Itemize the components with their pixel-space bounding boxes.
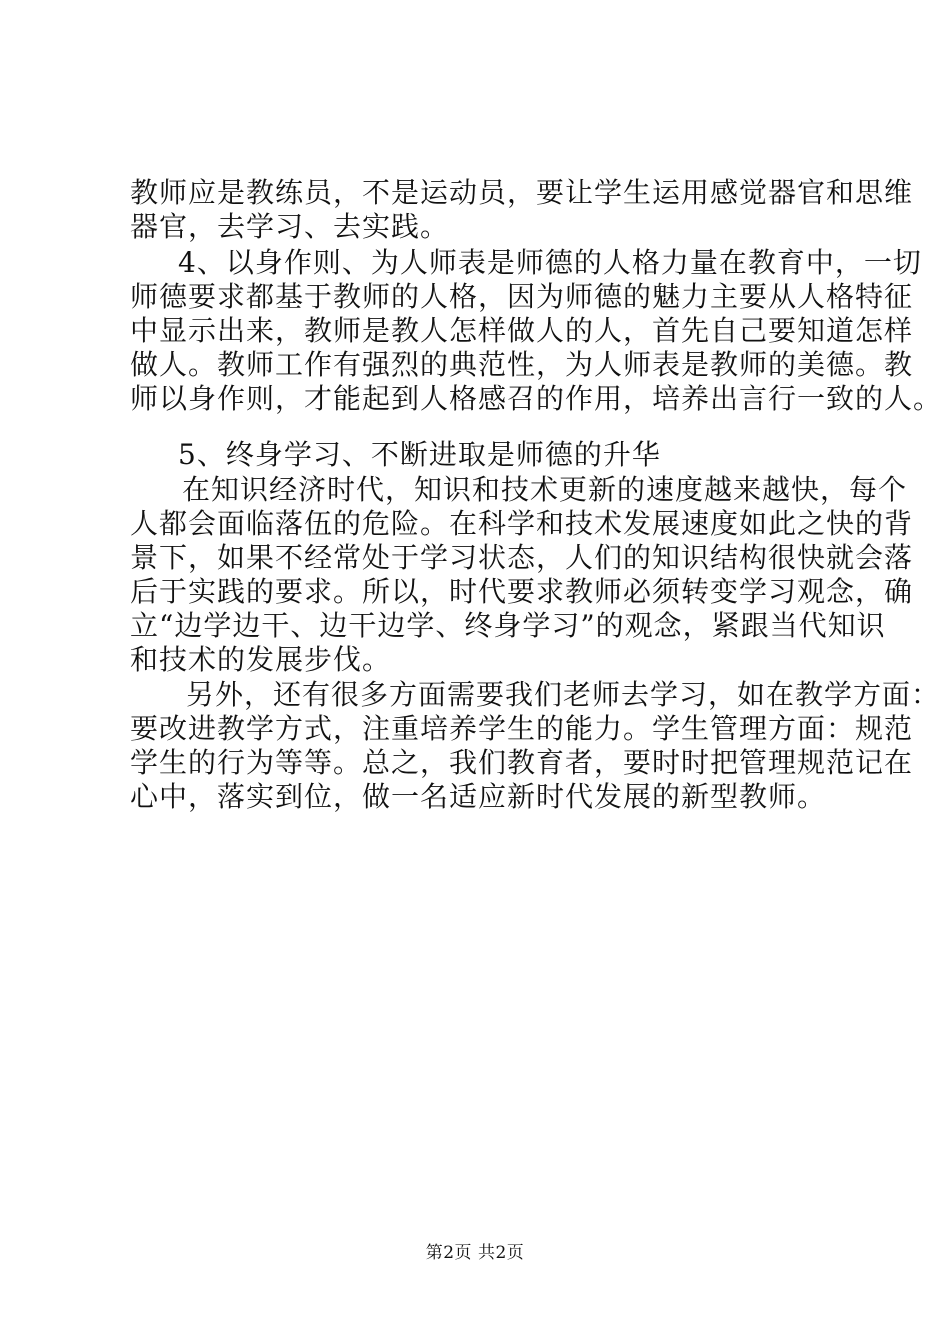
text-line: 4、以身作则、为人师表是师德的人格力量在教育中，一切 xyxy=(178,246,922,279)
text-line: 和技术的发展步伐。 xyxy=(130,643,392,676)
section-heading: 5、终身学习、不断进取是师德的升华 xyxy=(178,438,661,471)
text-line: 中显示出来，教师是教人怎样做人的人，首先自己要知道怎样 xyxy=(130,314,914,347)
text-line: 师德要求都基于教师的人格，因为师德的魅力主要从人格特征 xyxy=(130,280,914,313)
text-line: 器官，去学习、去实践。 xyxy=(130,210,450,243)
text-line: 立“边学边干、边干边学、终身学习”的观念，紧跟当代知识 xyxy=(130,609,886,642)
text-line: 心中，落实到位，做一名适应新时代发展的新型教师。 xyxy=(130,780,827,813)
page-number-footer: 第2页 共2页 xyxy=(425,1243,525,1263)
text-line: 人都会面临落伍的危险。在科学和技术发展速度如此之快的背 xyxy=(130,507,914,540)
text-line: 后于实践的要求。所以，时代要求教师必须转变学习观念，确 xyxy=(130,575,914,608)
text-line: 教师应是教练员，不是运动员，要让学生运用感觉器官和思维 xyxy=(130,176,914,209)
text-line: 学生的行为等等。总之，我们教育者，要时时把管理规范记在 xyxy=(130,746,914,779)
text-line: 师以身作则，才能起到人格感召的作用，培养出言行一致的人。 xyxy=(130,382,943,415)
text-line: 做人。教师工作有强烈的典范性，为人师表是教师的美德。教 xyxy=(130,348,914,381)
text-line: 要改进教学方式，注重培养学生的能力。学生管理方面：规范 xyxy=(130,712,914,745)
text-line: 在知识经济时代，知识和技术更新的速度越来越快，每个 xyxy=(182,473,908,506)
text-line: 景下，如果不经常处于学习状态，人们的知识结构很快就会落 xyxy=(130,541,914,574)
text-line: 另外，还有很多方面需要我们老师去学习，如在教学方面： xyxy=(186,678,941,711)
